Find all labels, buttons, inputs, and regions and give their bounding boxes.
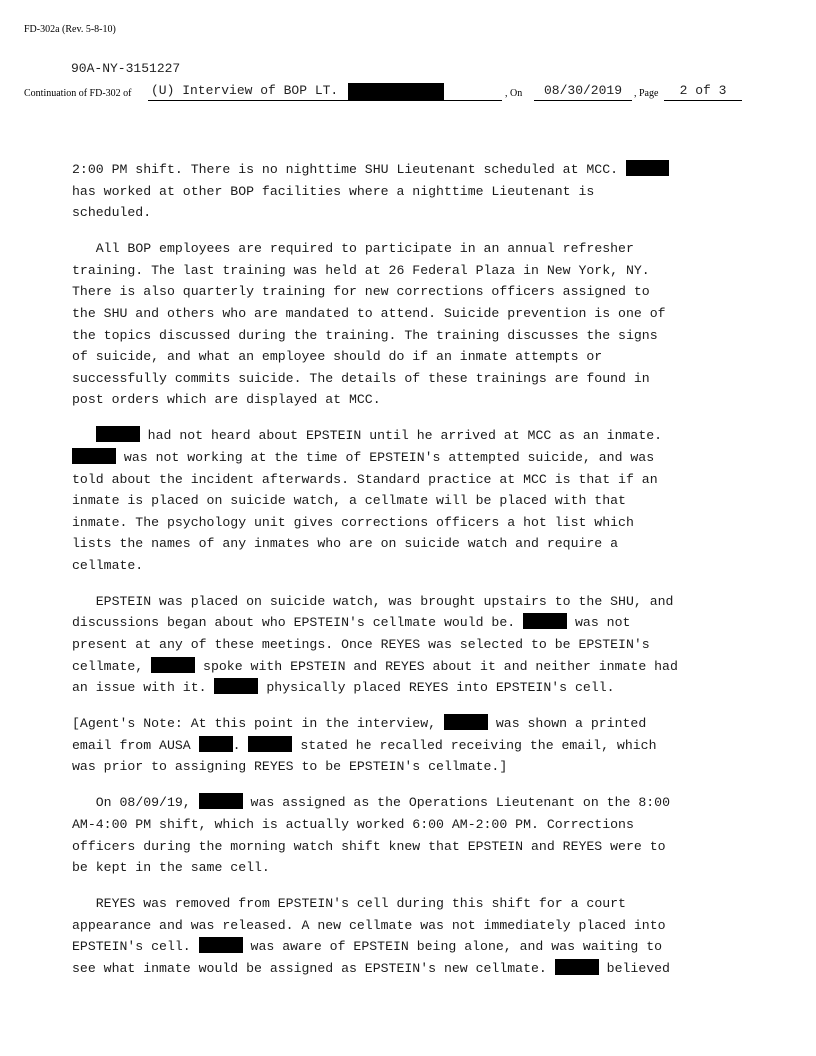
- text-run: was aware of EPSTEIN being alone, and was waiting to see what inmate would be assigned as EPSTEIN's new cellmate.: [72, 939, 663, 976]
- text-run: On 08/09/19,: [72, 795, 199, 811]
- continuation-label: Continuation of FD-302 of: [24, 88, 132, 99]
- document-body: [72, 159, 752, 994]
- file-number: 90A-NY-3151227: [71, 61, 181, 76]
- paragraph: [72, 893, 752, 979]
- text-run: was assigned as the Operations Lieutenant on the 8:00 AM-4:00 PM shift, which is actually worked 6:00 AM-2:00 PM. Corrections officers during the morning watch shift knew that EPSTEIN and REYES were to be kept in the same cell.: [72, 795, 670, 876]
- paragraph: All BOP employees are required to participate in an annual refresher training. The last training was held at 26 Federal Plaza in New York, NY. There is also quarterly training for new corrections officers assigned to the SHU and others who are mandated to attend. Suicide prevention is one of the topics discussed during the training. The training discusses the signs of suicide, and what an employee should do if an inmate attempts or successfully commits suicide. The details of these trainings are found in post orders which are displayed at MCC.: [72, 241, 666, 408]
- redaction-box: [199, 793, 243, 809]
- redaction-box: [626, 160, 669, 176]
- interview-title: (U) Interview of BOP LT.: [151, 83, 339, 98]
- text-run: had not heard about EPSTEIN until he arrived at MCC as an inmate.: [147, 428, 663, 444]
- redaction-box: [555, 959, 599, 975]
- redaction-box: [214, 678, 258, 694]
- text-run: physically placed REYES into EPSTEIN's cell.: [258, 680, 615, 696]
- paragraph: [72, 159, 752, 224]
- redaction-box: [151, 657, 195, 673]
- on-label: , On: [505, 88, 523, 99]
- text-run: believed: [598, 960, 670, 976]
- redaction-box: [96, 426, 140, 442]
- text-run: EPSTEIN was placed on suicide watch, was brought upstairs to the SHU, and discussions began about who EPSTEIN's cellmate would be.: [72, 593, 674, 631]
- paragraph: [72, 713, 752, 778]
- text-run: .: [232, 737, 249, 753]
- text-run: has worked at other BOP facilities where a nighttime Lieutenant is scheduled.: [72, 183, 595, 221]
- interview-date: 08/30/2019: [534, 83, 632, 101]
- redaction-box: [199, 937, 243, 953]
- text-run: was shown a printed email from AUSA: [72, 716, 647, 753]
- form-id: FD-302a (Rev. 5-8-10): [24, 24, 116, 35]
- text-run: 2:00 PM shift. There is no nighttime SHU Lieutenant scheduled at MCC.: [72, 162, 626, 177]
- paragraph: [72, 425, 752, 576]
- redaction-box: [248, 736, 292, 752]
- page-number: 2 of 3: [664, 83, 742, 101]
- text-run: stated he recalled receiving the email, which was prior to assigning REYES to be EPSTEIN's cellmate.]: [72, 737, 657, 775]
- text-run: [72, 428, 96, 443]
- text-run: [Agent's Note: At this point in the interview,: [72, 716, 444, 732]
- page-label: , Page: [634, 88, 659, 99]
- text-run: REYES was removed from EPSTEIN's cell during this shift for a court appearance and was released. A new cellmate was not immediately placed into EPSTEIN's cell.: [72, 896, 666, 955]
- interview-title-field: [148, 83, 502, 101]
- paragraph: [72, 591, 752, 699]
- paragraph: [72, 792, 752, 878]
- redaction-box: [444, 714, 488, 730]
- redaction-box: [523, 613, 567, 629]
- text-run: was not present at any of these meetings. Once REYES was selected to be EPSTEIN's cellmate,: [72, 615, 650, 674]
- redaction-box: [199, 736, 233, 752]
- redaction-box: [72, 448, 116, 464]
- text-run: was not working at the time of EPSTEIN's attempted suicide, and was told about the incident afterwards. Standard practice at MCC is that if an inmate is placed on suicide watch, a cellmate will be placed with that inmate. The psychology unit gives corrections officers a hot list which lists the names of any inmates who are on suicide watch and require a cellmate.: [72, 449, 658, 573]
- redaction-box: [348, 83, 444, 101]
- text-run: spoke with EPSTEIN and REYES about it and neither inmate had an issue with it.: [72, 658, 678, 696]
